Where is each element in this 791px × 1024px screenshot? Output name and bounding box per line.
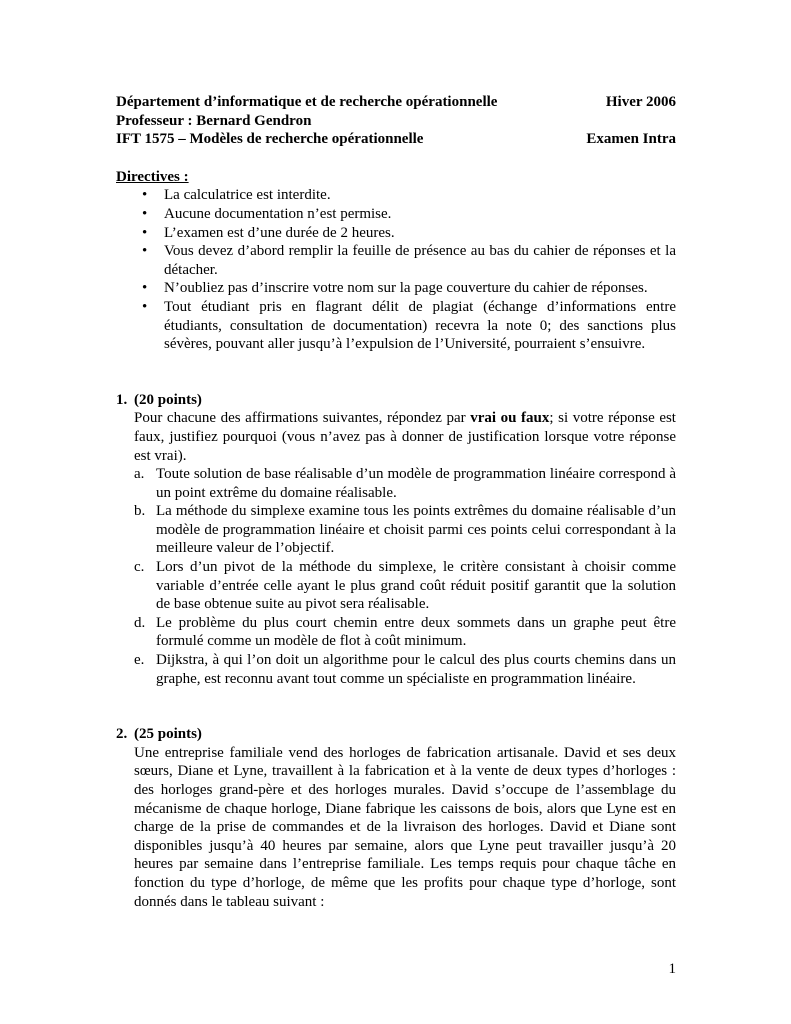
term-label: Hiver 2006: [605, 94, 676, 110]
question-2-number: 2.: [116, 726, 128, 743]
directive-text: Vous devez d’abord remplir la feuille de présence au bas du cahier de réponses et la détacher.: [164, 243, 676, 278]
directives-list: [116, 186, 676, 353]
department-name: Département d’informatique et de recherche opérationnelle: [116, 94, 498, 110]
statement-text: Lors d’un pivot de la méthode du simplexe, le critère consistant à choisir comme variable d’entrée celle ayant le plus grand coût réduit positif garantit que la solution de base obtenue suite au pivot sera réalisable.: [156, 559, 676, 613]
question-1-statements: [134, 465, 676, 688]
directive-item: [116, 242, 676, 279]
statement-letter: b.: [134, 503, 146, 520]
question-2-points: (25 points): [134, 726, 202, 743]
bullet-icon: •: [142, 187, 148, 204]
question-1-intro-end: ; si votre réponse est faux, justifiez pourquoi (vous n’avez pas à donner de justification lorsque votre réponse est vrai).: [134, 410, 676, 464]
header-row-course: [116, 130, 676, 149]
directive-text: La calculatrice est interdite.: [164, 187, 331, 204]
header-row-department: [116, 93, 676, 112]
question-1-intro-start: Pour chacune des affirmations suivantes, répondez par: [134, 410, 471, 427]
directive-item: [116, 224, 676, 243]
directive-text: N’oubliez pas d’inscrire votre nom sur la page couverture du cahier de réponses.: [164, 280, 648, 297]
bullet-icon: •: [142, 243, 148, 260]
statement-text: Toute solution de base réalisable d’un modèle de programmation linéaire correspond à un point extrême du domaine réalisable.: [156, 466, 676, 501]
professor-name: Professeur : Bernard Gendron: [116, 112, 312, 129]
statement-item: [134, 614, 676, 651]
question-1-number: 1.: [116, 391, 128, 408]
directive-text: Tout étudiant pris en flagrant délit de plagiat (échange d’informations entre étudiants, consultation de documentation) recevra la note 0; des sanctions plus sévères, pouvant aller jusqu’à l’expulsion de l’Université, pourraient s’ensuivre.: [164, 298, 676, 353]
statement-text: La méthode du simplexe examine tous les points extrêmes du domaine réalisable d’un modèle de programmation linéaire et choisit parmi ces points celui correspondant à la meilleure valeur de l’objectif.: [156, 503, 676, 557]
directive-item: [116, 186, 676, 205]
statement-item: [134, 465, 676, 502]
directive-item: [116, 298, 676, 354]
statement-text: Dijkstra, à qui l’on doit un algorithme pour le calcul des plus courts chemins dans un graphe, est reconnu avant tout comme un spécialiste en programmation linéaire.: [156, 652, 676, 687]
question-1: [116, 391, 676, 689]
directive-text: Aucune documentation n’est permise.: [164, 205, 392, 222]
directive-item: [116, 205, 676, 224]
statement-letter: a.: [134, 466, 145, 483]
statement-item: [134, 651, 676, 688]
bullet-icon: •: [142, 205, 148, 222]
statement-text: Le problème du plus court chemin entre deux sommets dans un graphe peut être formulé comme un modèle de flot à coût minimum.: [156, 614, 676, 650]
bullet-icon: •: [142, 224, 148, 241]
directive-text: L’examen est d’une durée de 2 heures.: [164, 224, 395, 241]
statement-item: [134, 558, 676, 614]
document-page: [116, 93, 676, 911]
statement-letter: e.: [134, 652, 145, 669]
header-row-professor: [116, 112, 676, 131]
question-2-text: Une entreprise familiale vend des horloges de fabrication artisanale. David et ses deux sœurs, Diane et Lyne, travaillent à la fabrication et à la vente de deux types d’horloges : des horloges grand-père et des horloges murales. David s’occupe de l’assemblage du mécanisme de chaque horloge, Diane fabrique les caissons de bois, alors que Lyne est en charge de la prise de commandes et de la livraison des horloges. David et Diane sont disponibles jusqu’à 40 heures par semaine, alors que Lyne peut travailler jusqu’à 20 heures par semaine dans l’entreprise familiale. Les temps requis pour chaque tâche en fonction du type d’horloge, de même que les profits pour chaque type d’horloge, sont donnés dans le tableau suivant :: [134, 744, 676, 910]
course-title: IFT 1575 – Modèles de recherche opérationnelle: [116, 131, 424, 148]
question-1-intro: [134, 409, 676, 465]
bullet-icon: •: [142, 280, 148, 297]
directives-title: Directives :: [116, 168, 189, 185]
document-header: [116, 93, 676, 149]
bullet-icon: •: [142, 298, 148, 315]
page-number: 1: [668, 961, 676, 977]
statement-letter: d.: [134, 614, 146, 631]
statement-item: [134, 502, 676, 558]
statement-letter: c.: [134, 559, 145, 576]
question-1-points: (20 points): [134, 391, 202, 408]
question-2: [116, 725, 676, 911]
exam-type: Examen Intra: [586, 131, 676, 148]
question-1-intro-emphasis: vrai ou faux: [470, 410, 550, 427]
directives-section: [116, 168, 676, 354]
directive-item: [116, 279, 676, 298]
